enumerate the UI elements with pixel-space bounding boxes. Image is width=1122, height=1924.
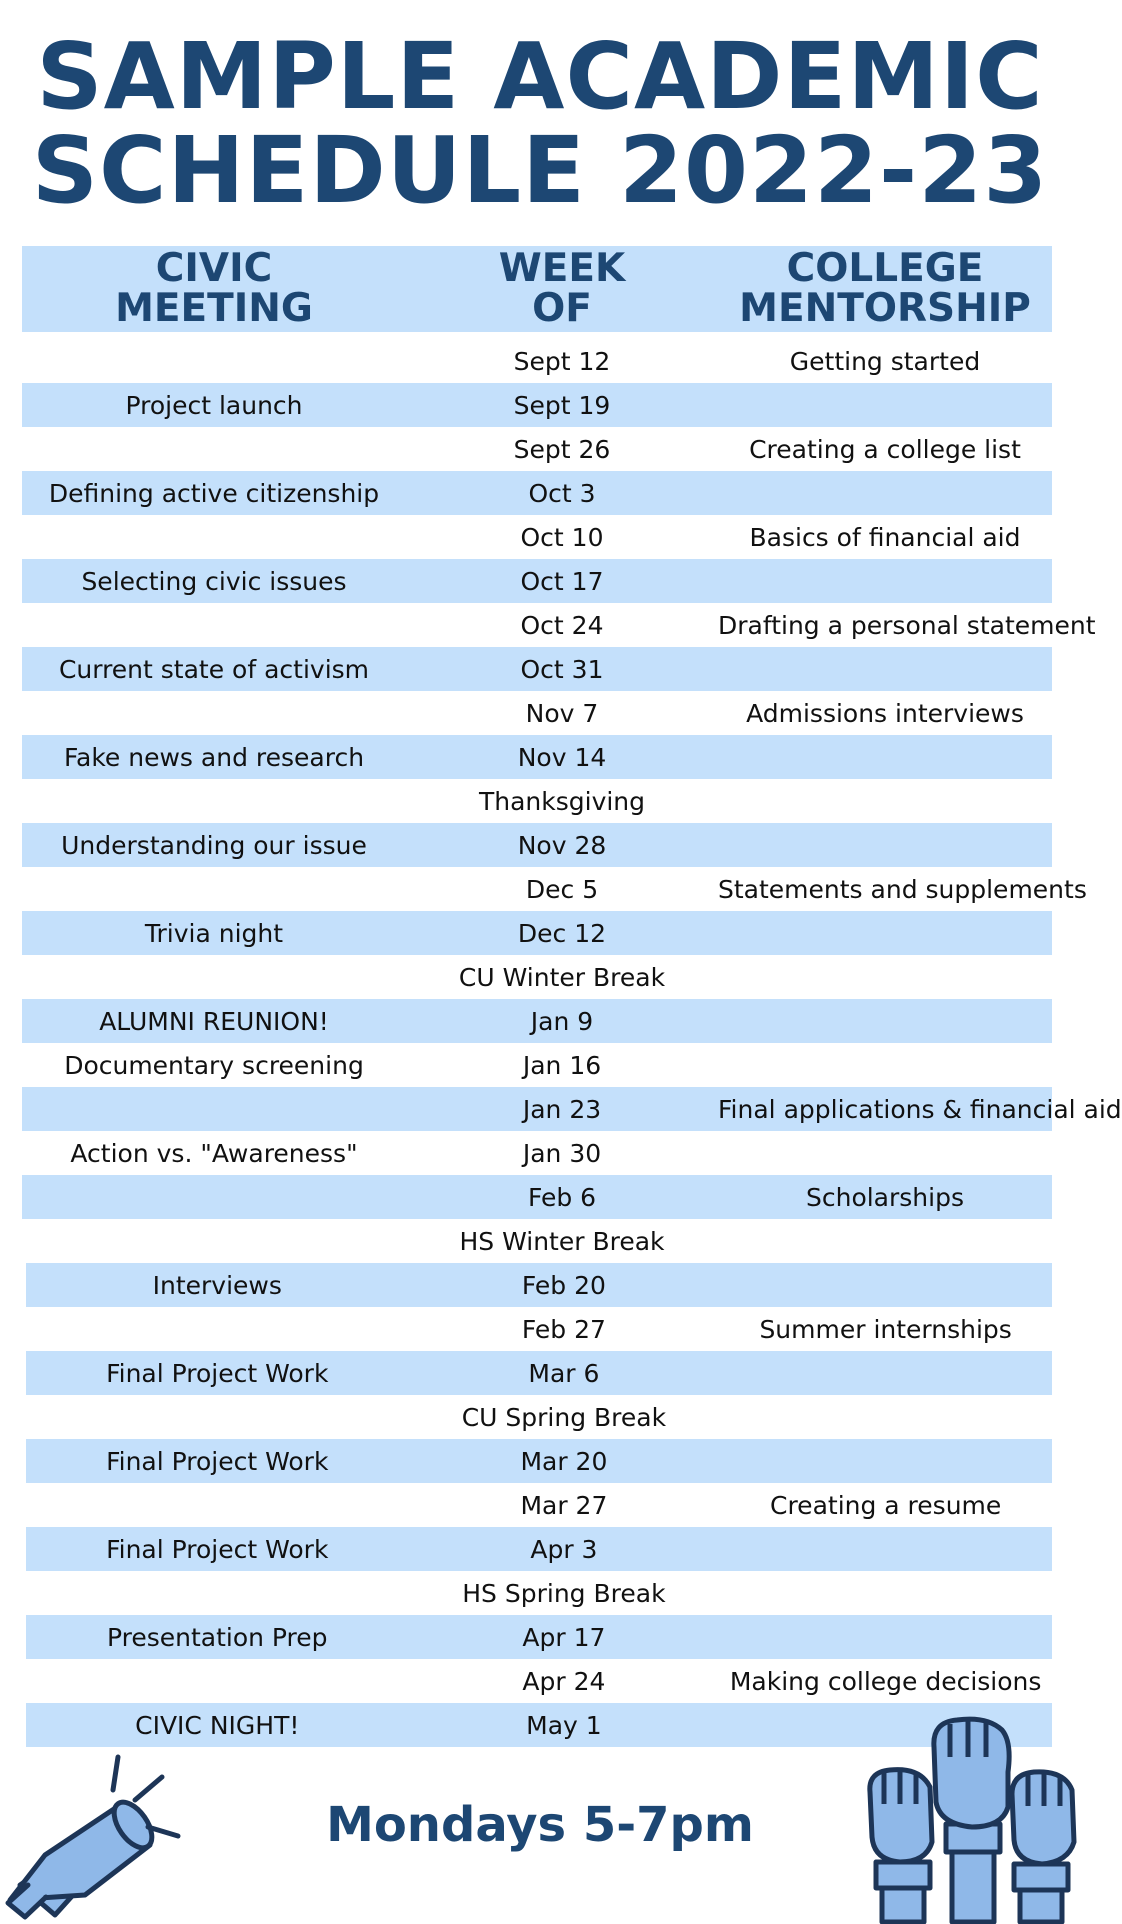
table-row — [26, 1571, 1052, 1615]
table-row — [22, 1043, 1052, 1087]
college-mentorship-cell: Admissions interviews — [746, 698, 1024, 728]
civic-meeting-cell: Project launch — [125, 390, 303, 420]
college-mentorship-cell: Getting started — [789, 346, 981, 376]
week-of-cell: Oct 31 — [520, 654, 604, 684]
week-of-cell: Mar 20 — [520, 1446, 608, 1476]
table-row — [26, 1659, 1052, 1703]
table-row — [26, 1439, 1052, 1483]
week-of-cell: Sept 26 — [513, 434, 611, 464]
table-row — [26, 1483, 1052, 1527]
week-of-cell: Jan 23 — [522, 1094, 602, 1124]
civic-meeting-cell: CIVIC NIGHT! — [135, 1710, 300, 1740]
column-header-week-of: WEEK OF — [498, 246, 626, 331]
table-row — [22, 823, 1052, 867]
week-of-cell: May 1 — [526, 1710, 602, 1740]
civic-meeting-cell: Action vs. "Awareness" — [70, 1138, 358, 1168]
table-row — [22, 383, 1052, 427]
college-mentorship-cell: Basics of financial aid — [749, 522, 1021, 552]
civic-meeting-cell: Final Project Work — [106, 1358, 329, 1388]
table-row — [22, 779, 1052, 823]
week-of-cell: CU Winter Break — [458, 962, 666, 992]
page-title — [0, 23, 1080, 224]
week-of-cell: Sept 12 — [513, 346, 611, 376]
week-of-cell: Feb 27 — [521, 1314, 606, 1344]
college-mentorship-cell: Creating a college list — [749, 434, 1021, 464]
civic-meeting-cell: ALUMNI REUNION! — [99, 1006, 329, 1036]
table-row — [26, 1527, 1052, 1571]
week-of-cell: Dec 5 — [525, 874, 599, 904]
table-row — [22, 427, 1052, 471]
title-line-2: SCHEDULE 2022-23 — [31, 117, 1049, 224]
schedule-table — [22, 339, 1122, 1747]
week-of-cell: Sept 19 — [513, 390, 611, 420]
week-of-cell: Dec 12 — [517, 918, 607, 948]
civic-meeting-cell: Final Project Work — [106, 1446, 329, 1476]
week-of-cell: Feb 6 — [527, 1182, 597, 1212]
week-of-cell: Nov 28 — [517, 830, 607, 860]
week-of-cell: Oct 24 — [520, 610, 604, 640]
table-row — [22, 691, 1052, 735]
college-mentorship-cell: Scholarships — [805, 1182, 964, 1212]
title-line-1: SAMPLE ACADEMIC — [36, 23, 1044, 130]
civic-meeting-cell: Interviews — [152, 1270, 282, 1300]
table-row — [22, 515, 1052, 559]
week-of-cell: Oct 17 — [520, 566, 604, 596]
college-mentorship-cell: Making college decisions — [729, 1666, 1042, 1696]
civic-meeting-cell: Selecting civic issues — [81, 566, 347, 596]
table-row — [22, 1131, 1052, 1175]
week-of-cell: Mar 27 — [520, 1490, 608, 1520]
table-row — [26, 1615, 1052, 1659]
week-of-cell: Oct 3 — [528, 478, 596, 508]
table-row — [22, 647, 1052, 691]
week-of-cell: Feb 20 — [521, 1270, 606, 1300]
raised-fists-icon — [862, 1712, 1080, 1924]
table-row — [22, 911, 1052, 955]
civic-meeting-cell: Understanding our issue — [61, 830, 367, 860]
week-of-cell: Nov 7 — [525, 698, 599, 728]
table-row — [26, 1263, 1052, 1307]
civic-meeting-cell: Trivia night — [144, 918, 284, 948]
table-row — [22, 999, 1052, 1043]
week-of-cell: Jan 16 — [522, 1050, 602, 1080]
civic-meeting-cell: Defining active citizenship — [48, 478, 380, 508]
table-row — [22, 559, 1052, 603]
week-of-cell: Nov 14 — [517, 742, 607, 772]
table-row — [26, 1351, 1052, 1395]
college-mentorship-cell: Final applications & financial aid — [718, 1094, 1122, 1124]
table-row — [22, 1175, 1052, 1219]
table-row — [22, 867, 1087, 911]
week-of-cell: Apr 3 — [530, 1534, 598, 1564]
table-row — [22, 603, 1096, 647]
week-of-cell: Mar 6 — [528, 1358, 600, 1388]
week-of-cell: Jan 9 — [530, 1006, 594, 1036]
table-row — [22, 471, 1052, 515]
table-header — [22, 246, 1052, 332]
college-mentorship-cell: Drafting a personal statement — [718, 610, 1096, 640]
table-row — [22, 955, 1052, 999]
college-mentorship-cell: Summer internships — [759, 1314, 1012, 1344]
column-header-college-mentorship: COLLEGE MENTORSHIP — [739, 246, 1031, 331]
week-of-cell: HS Spring Break — [462, 1578, 666, 1608]
week-of-cell: Thanksgiving — [478, 786, 646, 816]
civic-meeting-cell: Final Project Work — [106, 1534, 329, 1564]
week-of-cell: Oct 10 — [520, 522, 604, 552]
civic-meeting-cell: Fake news and research — [63, 742, 365, 772]
table-row — [26, 1395, 1052, 1439]
college-mentorship-cell: Statements and supplements — [718, 874, 1087, 904]
week-of-cell: Apr 17 — [522, 1622, 606, 1652]
civic-meeting-cell: Presentation Prep — [106, 1622, 328, 1652]
week-of-cell: CU Spring Break — [461, 1402, 667, 1432]
column-header-civic-meeting: CIVIC MEETING — [115, 246, 313, 331]
week-of-cell: Jan 30 — [522, 1138, 602, 1168]
table-row — [22, 1087, 1122, 1131]
week-of-cell: HS Winter Break — [459, 1226, 665, 1256]
week-of-cell: Apr 24 — [522, 1666, 606, 1696]
table-row — [22, 735, 1052, 779]
table-row — [22, 339, 1052, 383]
table-row — [26, 1307, 1052, 1351]
table-row — [22, 1219, 1052, 1263]
college-mentorship-cell: Creating a resume — [770, 1490, 1002, 1520]
civic-meeting-cell: Current state of activism — [58, 654, 370, 684]
meeting-time: Mondays 5-7pm — [326, 1797, 754, 1853]
civic-meeting-cell: Documentary screening — [64, 1050, 364, 1080]
